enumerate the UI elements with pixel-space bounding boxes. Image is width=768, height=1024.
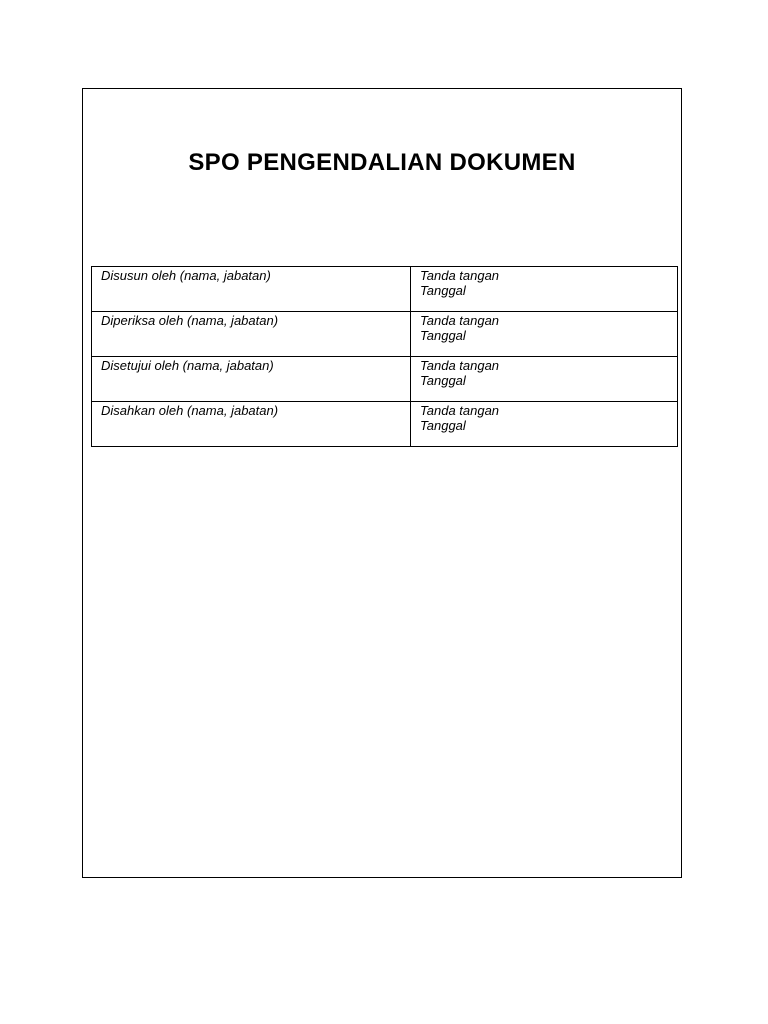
signature-cell <box>411 402 678 447</box>
signature-cell <box>411 357 678 402</box>
signature-label: Tanda tangan <box>420 313 500 328</box>
role-cell <box>92 357 411 402</box>
role-cell <box>92 267 411 312</box>
date-label: Tanggal <box>420 283 466 298</box>
document-page <box>82 88 682 878</box>
approval-table <box>91 266 678 447</box>
approval-row-ratified <box>92 402 678 447</box>
signature-label: Tanda tangan <box>420 268 500 283</box>
document-title: SPO PENGENDALIAN DOKUMEN <box>188 149 576 176</box>
date-label: Tanggal <box>420 328 466 343</box>
role-cell <box>92 402 411 447</box>
approval-row-approved <box>92 357 678 402</box>
approval-row-checked <box>92 312 678 357</box>
role-label: Diperiksa oleh (nama, jabatan) <box>101 313 279 328</box>
role-label: Disusun oleh (nama, jabatan) <box>101 268 271 283</box>
approval-row-prepared <box>92 267 678 312</box>
date-label: Tanggal <box>420 373 466 388</box>
role-label: Disahkan oleh (nama, jabatan) <box>101 403 279 418</box>
role-label: Disetujui oleh (nama, jabatan) <box>101 358 274 373</box>
signature-label: Tanda tangan <box>420 358 500 373</box>
signature-label: Tanda tangan <box>420 403 500 418</box>
date-label: Tanggal <box>420 418 466 433</box>
signature-cell <box>411 312 678 357</box>
signature-cell <box>411 267 678 312</box>
role-cell <box>92 312 411 357</box>
